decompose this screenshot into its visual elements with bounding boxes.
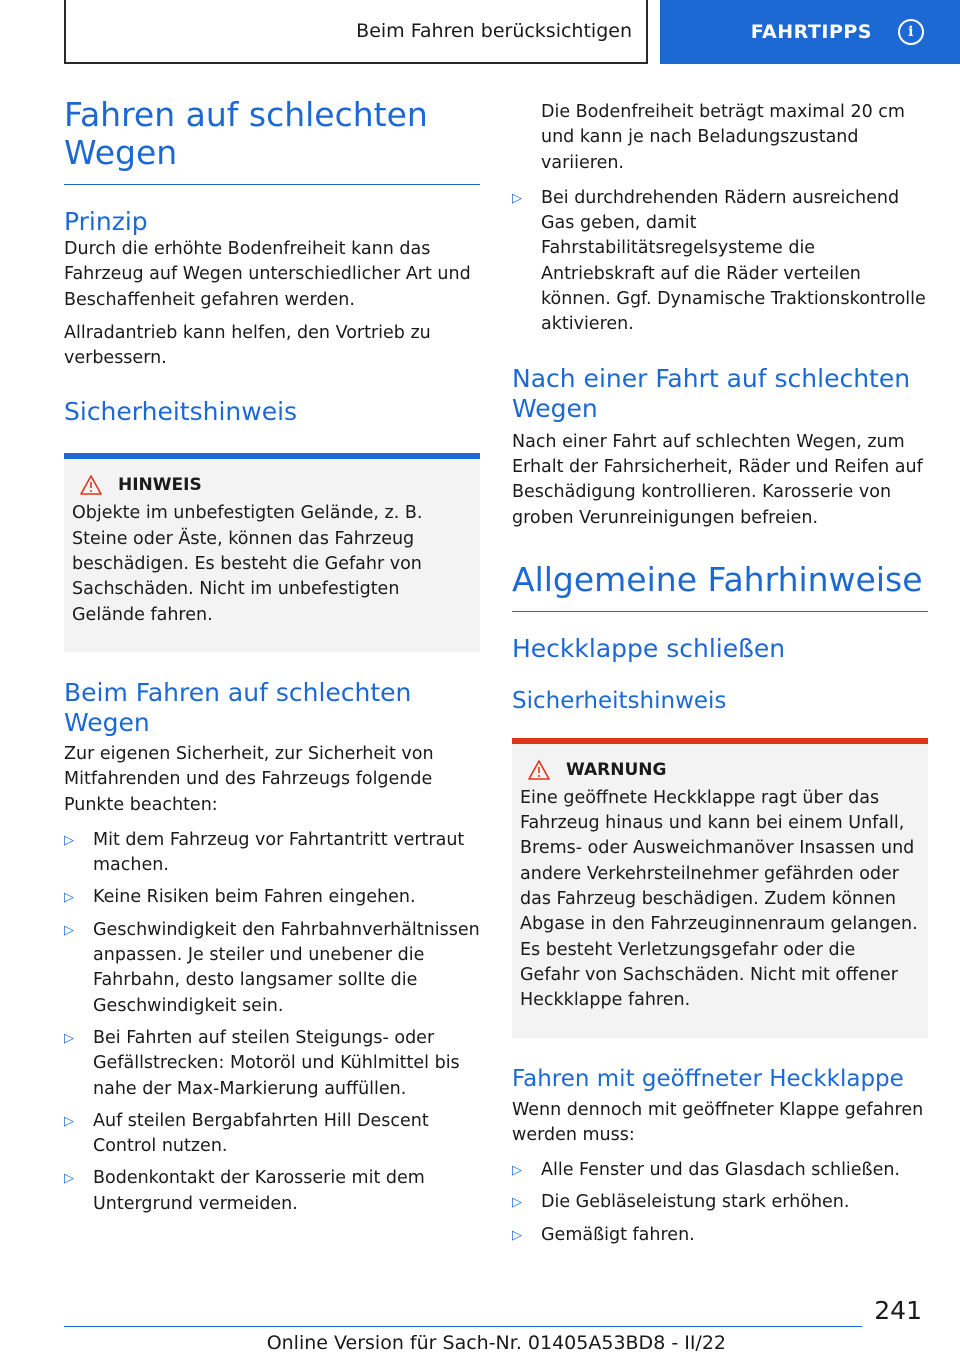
heading-general-driving: Allgemeine Fahrhinweise: [512, 559, 923, 599]
list-item: ▷ Auf steilen Bergabfahrten Hill Descent Control nutzen.: [64, 1110, 429, 1157]
heading-safety-note: Sicherheitshinweis: [64, 397, 298, 427]
bullet-triangle-icon: ▷: [512, 1163, 522, 1179]
list-item: ▷ Geschwindigkeit den Fahrbahnverhältnissen anpassen. Je steiler und unebener die Fahrbahn, desto langsamer sollte die Geschwindigkeit sein.: [64, 919, 480, 1016]
list-item: ▷ Bodenkontakt der Karosserie mit dem Untergrund vermeiden.: [64, 1168, 425, 1214]
continued-bullet-list: [512, 186, 928, 338]
list-item: ▷ Mit dem Fahrzeug vor Fahrtantritt vertraut machen.: [64, 829, 465, 876]
principle-paragraph-2: Allradantrieb kann helfen, den Vortrieb zu verbessern.: [64, 322, 431, 369]
driving-bullet-list: [64, 828, 480, 1217]
list-item: ▷ Bei durchdrehenden Rädern ausreichend Gas geben, damit Fahrstabilitätsregelsysteme die Antriebskraft auf die Räder verteilen können. Ggf. Dynamische Traktionskontrolle aktivieren.: [512, 187, 926, 335]
heading-rule: [64, 96, 480, 185]
warning-triangle-icon: [528, 760, 550, 780]
bullet-triangle-icon: ▷: [512, 190, 522, 206]
heading-after-rough-roads: Nach einer Fahrt auf schlechten Wegen: [512, 363, 911, 423]
bullet-triangle-icon: ▷: [512, 1227, 522, 1243]
heading-rough-roads: Fahren auf schlechten Wegen: [64, 95, 428, 172]
info-icon: i: [898, 19, 924, 45]
heading-rule: [512, 561, 928, 612]
footer-rule: [64, 1326, 862, 1327]
left-column: [64, 96, 480, 1224]
warning-body: [512, 744, 928, 1038]
chapter-title: FAHRTIPPS: [750, 21, 872, 43]
chapter-header[interactable]: [660, 0, 960, 64]
warning-label: WARNUNG: [566, 759, 667, 780]
open-tailgate-bullet-list: [512, 1158, 928, 1248]
heading-tailgate: Heckklappe schließen: [512, 633, 786, 663]
warning-triangle-icon: [80, 475, 102, 495]
notice-body: [64, 459, 480, 651]
bullet-triangle-icon: ▷: [64, 1113, 74, 1129]
notice-box: [64, 453, 480, 651]
heading-principle: Prinzip: [64, 207, 148, 236]
bullet-triangle-icon: ▷: [64, 1030, 74, 1046]
list-item: ▷ Bei Fahrten auf steilen Steigungs- oder Gefällstrecken: Motoröl und Kühlmittel bis nahe der Max-Markierung auffüllen.: [64, 1027, 460, 1099]
bullet-triangle-icon: ▷: [64, 890, 74, 906]
section-title: Beim Fahren berücksichtigen: [356, 20, 632, 42]
open-tailgate-intro: Wenn dennoch mit geöffneter Klappe gefahren werden muss:: [512, 1099, 924, 1145]
notice-label: HINWEIS: [118, 475, 202, 496]
footer-online-version: Online Version für Sach-Nr. 01405A53BD8 - II/22: [266, 1332, 726, 1354]
list-item: ▷ Alle Fenster und das Glasdach schließen.: [512, 1158, 928, 1183]
warning-box: [512, 738, 928, 1038]
notice-title-row: [80, 475, 472, 495]
list-item: ▷ Gemäßigt fahren.: [512, 1223, 928, 1248]
after-paragraph: Nach einer Fahrt auf schlechten Wegen, zum Erhalt der Fahrsicherheit, Räder und Reifen auf Beschädigung kontrollieren. Karosserie von groben Verunreinigungen befreien.: [512, 431, 923, 528]
bullet-triangle-icon: ▷: [512, 1195, 522, 1211]
notice-text: Objekte im unbefestigten Gelände, z. B. Steine oder Äste, können das Fahrzeug beschädigen. Es besteht die Gefahr von Sachschäden. Nicht im unbefestigten Gelände fahren.: [72, 503, 423, 625]
heading-driving-rough-roads: Beim Fahren auf schlechten Wegen: [64, 677, 412, 737]
heading-safety-note-2: Sicherheitshinweis: [512, 687, 727, 714]
heading-driving-open-tailgate: Fahren mit geöffneter Heckklappe: [512, 1065, 904, 1092]
driving-intro: Zur eigenen Sicherheit, zur Sicherheit von Mitfahrenden und des Fahrzeugs folgende Punkte beachten:: [64, 743, 434, 815]
bullet-triangle-icon: ▷: [64, 832, 74, 848]
right-column: [512, 100, 928, 1255]
bullet-triangle-icon: ▷: [64, 922, 74, 938]
continued-paragraph: Die Bodenfreiheit beträgt maximal 20 cm und kann je nach Beladungszustand variieren.: [541, 102, 905, 173]
principle-paragraph-1: Durch die erhöhte Bodenfreiheit kann das Fahrzeug auf Wegen unterschiedlicher Art und Beschaffenheit gefahren werden.: [64, 239, 471, 310]
list-item: ▷ Keine Risiken beim Fahren eingehen.: [64, 885, 480, 910]
bullet-triangle-icon: ▷: [64, 1171, 74, 1187]
section-header-tab: [64, 0, 648, 64]
warning-title-row: [528, 760, 920, 780]
list-item: ▷ Die Gebläseleistung stark erhöhen.: [512, 1190, 928, 1215]
page-number: 241: [874, 1296, 922, 1325]
warning-text: Eine geöffnete Heckklappe ragt über das Fahrzeug hinaus und kann bei einem Unfall, Brems- oder Ausweichmanöver Insassen und andere Verkehrsteilnehmer gefährden oder das Fahrzeug beschädigen. Zudem können Abgase in den Fahrzeuginnenraum gelangen. Es besteht Verletzungsgefahr oder die Gefahr von Sachschäden. Nicht mit offener Heckklappe fahren.: [520, 787, 918, 1011]
